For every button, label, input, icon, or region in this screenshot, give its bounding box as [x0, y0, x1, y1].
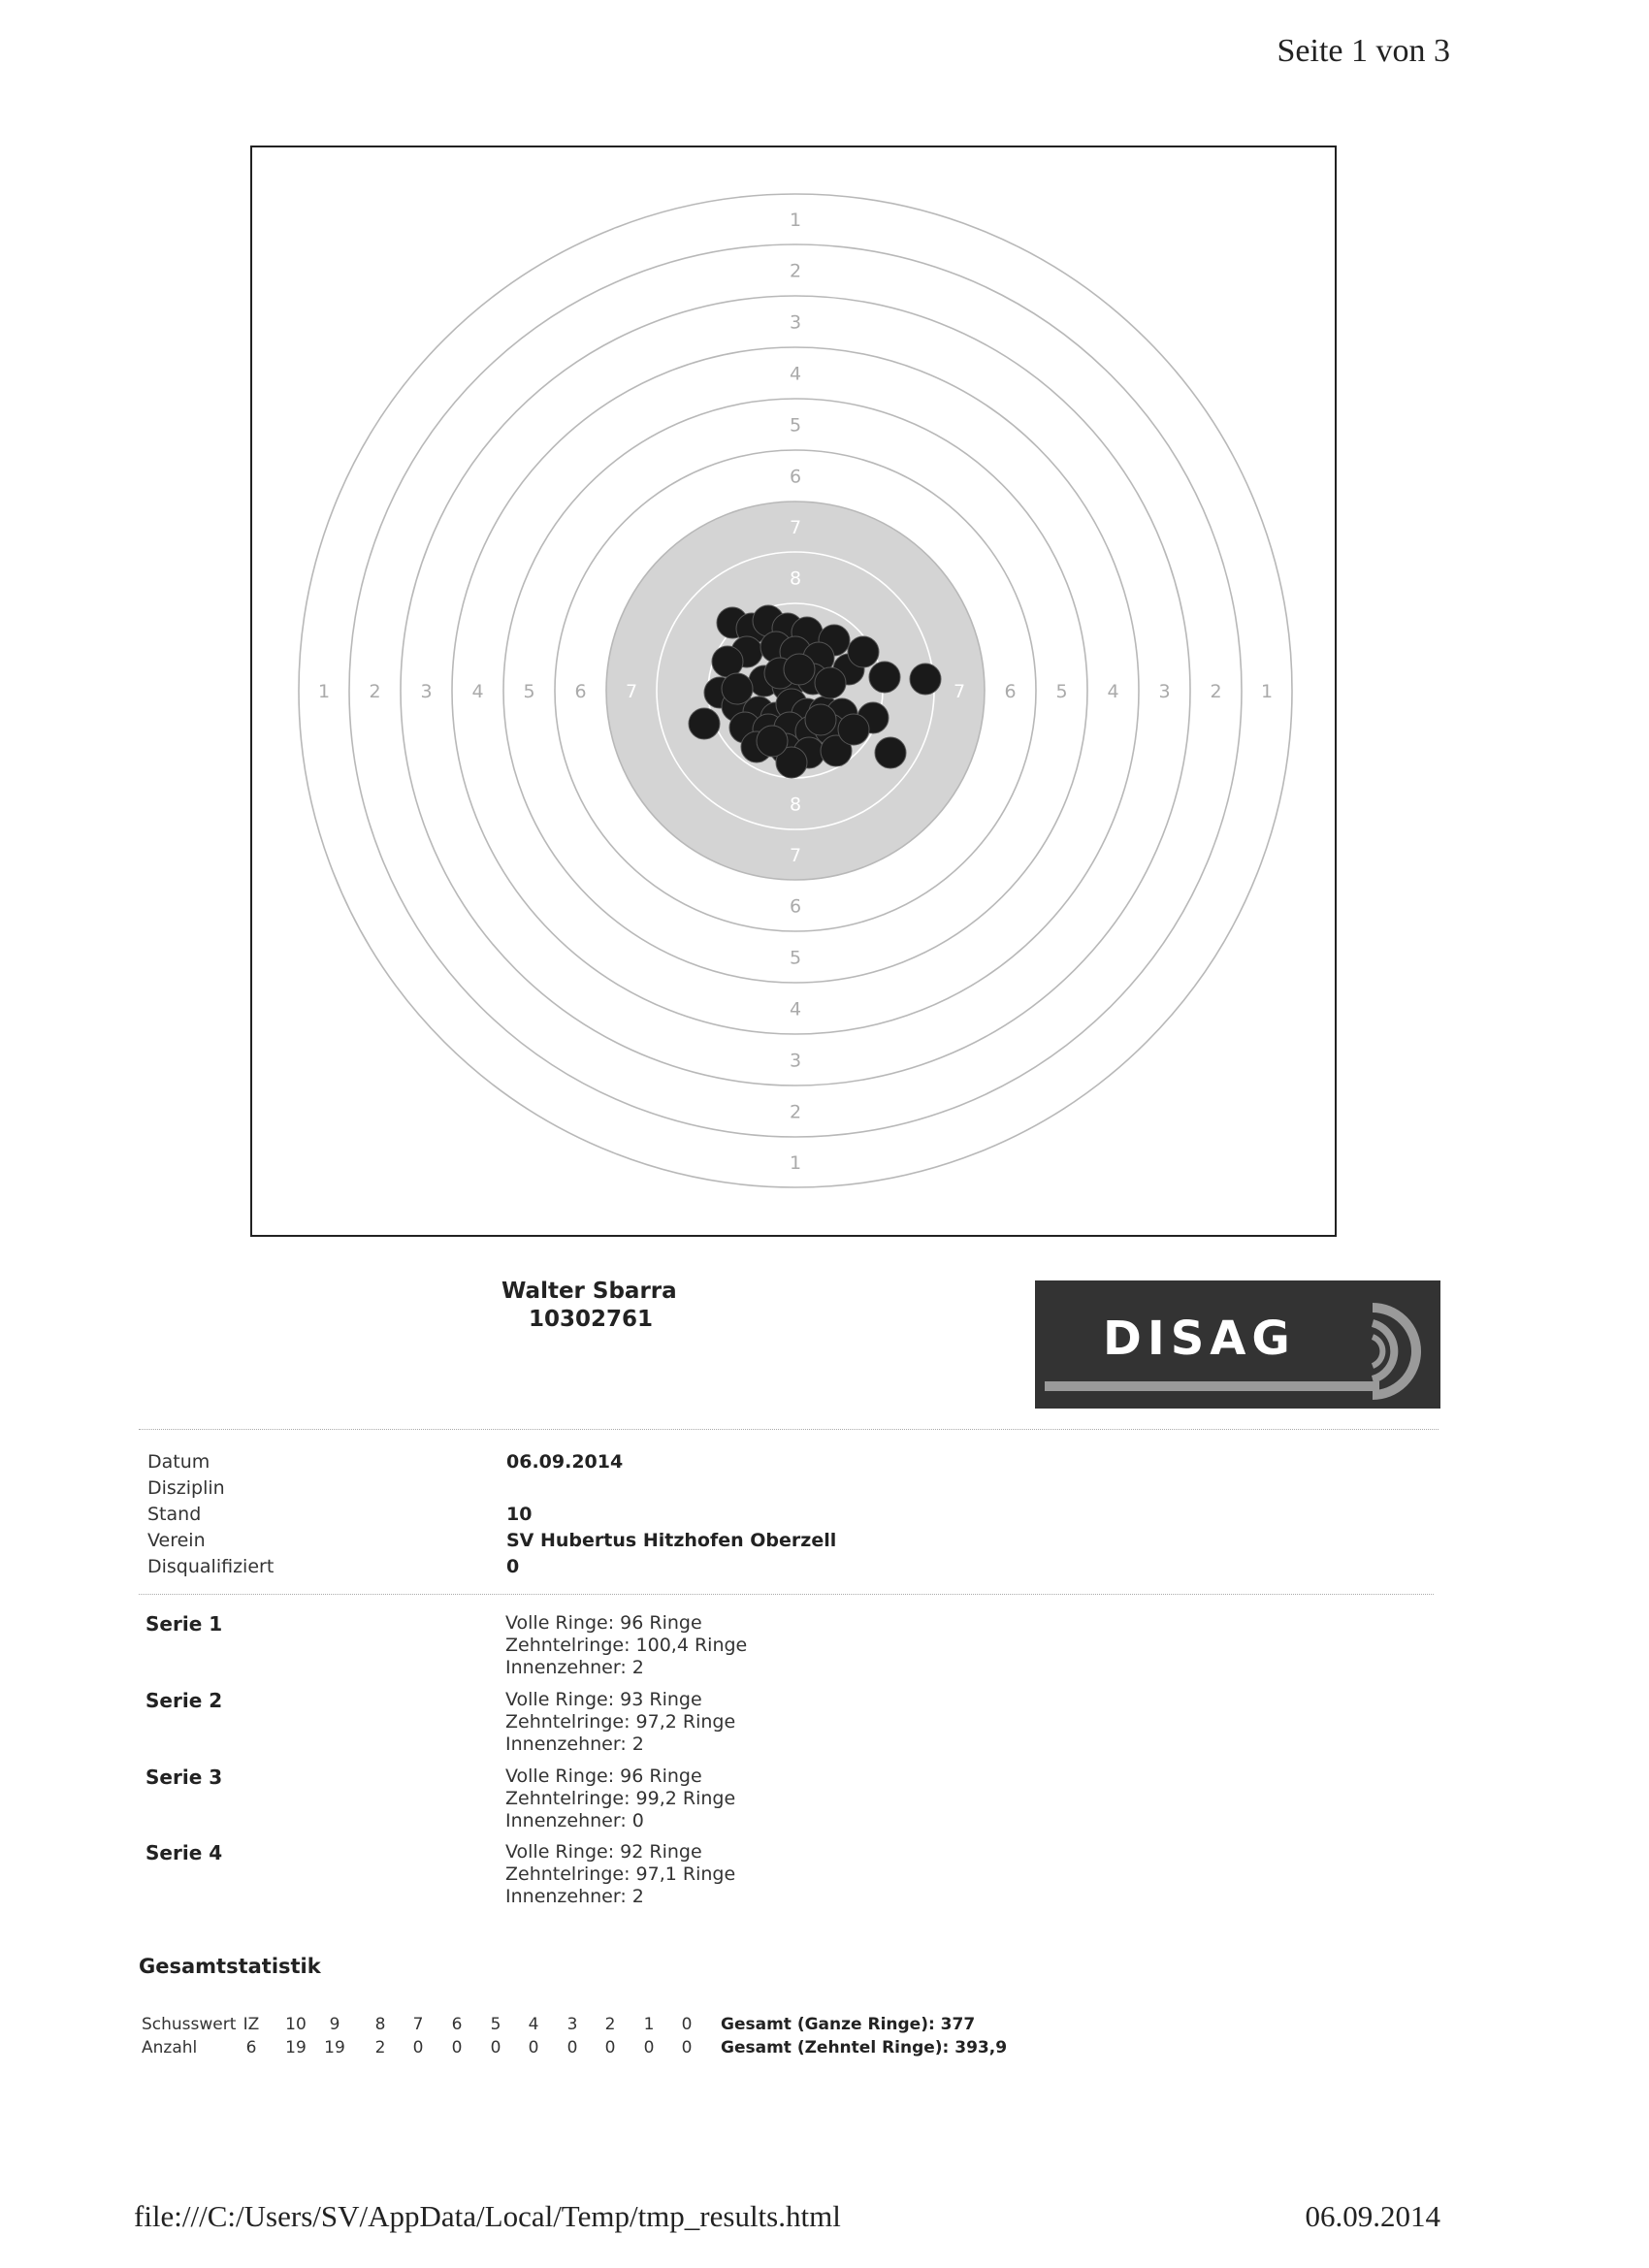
ring-label: 1 — [789, 1152, 802, 1174]
divider-mid — [139, 1594, 1434, 1595]
ring-label: 2 — [789, 1101, 802, 1123]
shot-hole — [805, 704, 836, 735]
ring-label: 2 — [789, 260, 802, 282]
stat-header-cell: 6 — [451, 2015, 463, 2034]
ring-label: 5 — [789, 947, 802, 969]
shot-hole — [712, 646, 743, 677]
ring-label: 7 — [953, 681, 966, 702]
shot-hole — [757, 726, 788, 757]
ring-label: 4 — [1107, 681, 1119, 702]
info-label-datum: Datum — [147, 1451, 210, 1473]
stat-count-cell: 0 — [681, 2038, 693, 2057]
stat-header-cell: 7 — [412, 2015, 424, 2034]
info-label-disqualifiziert: Disqualifiziert — [147, 1556, 275, 1577]
serie-zehntelringe: Zehntelringe: 100,4 Ringe — [505, 1635, 748, 1656]
serie-label: Serie 4 — [146, 1841, 223, 1864]
shot-hole — [875, 737, 906, 768]
info-value-verein: SV Hubertus Hitzhofen Oberzell — [506, 1530, 837, 1551]
ring-label: 3 — [789, 311, 802, 334]
shot-hole — [838, 714, 869, 745]
serie-details — [505, 1766, 735, 1832]
ring-label: 7 — [789, 845, 802, 866]
stat-header-cell: 1 — [643, 2015, 655, 2034]
serie-zehntelringe: Zehntelringe: 97,1 Ringe — [505, 1863, 736, 1885]
stat-header-cell: 5 — [490, 2015, 501, 2034]
stat-count-cell: 0 — [451, 2038, 463, 2057]
ring-label: 6 — [574, 681, 587, 702]
logo-text: DISAG — [1103, 1312, 1296, 1366]
ring-label: 7 — [625, 681, 638, 702]
serie-volle-ringe: Volle Ringe: 92 Ringe — [505, 1841, 702, 1863]
stat-header-cell: 10 — [285, 2015, 307, 2034]
stat-row-label-schusswert: Schusswert — [142, 2015, 237, 2034]
stat-count-cell: 2 — [374, 2038, 386, 2057]
page-number: Seite 1 von 3 — [1277, 33, 1450, 69]
shot-hole — [689, 708, 720, 739]
stat-header-cell: 0 — [681, 2015, 693, 2034]
stat-count-cell: 6 — [245, 2038, 257, 2057]
stat-count-cell: 19 — [324, 2038, 345, 2057]
stat-header-cell: 2 — [604, 2015, 616, 2034]
ring-label: 4 — [471, 681, 484, 702]
target-panel — [250, 146, 1337, 1237]
ring-label: 8 — [789, 794, 802, 816]
ring-label: 3 — [1158, 681, 1171, 702]
logo-underline — [1045, 1381, 1379, 1391]
ring-label: 7 — [789, 517, 802, 538]
serie-innenzehner: Innenzehner: 2 — [505, 1733, 644, 1755]
stat-header-cell: 3 — [566, 2015, 578, 2034]
serie-volle-ringe: Volle Ringe: 96 Ringe — [505, 1612, 702, 1634]
ring-label: 6 — [1004, 681, 1017, 702]
shot-hole — [869, 662, 900, 693]
stat-header-cell: IZ — [242, 2015, 260, 2034]
ring-label: 5 — [1055, 681, 1068, 702]
serie-details — [505, 1612, 747, 1679]
serie-zehntelringe: Zehntelringe: 99,2 Ringe — [505, 1788, 736, 1809]
serie-details — [505, 1689, 735, 1756]
stat-count-cell: 0 — [643, 2038, 655, 2057]
disag-logo — [1035, 1280, 1440, 1409]
info-value-stand: 10 — [506, 1504, 533, 1525]
total-full-rings: Gesamt (Ganze Ringe): 377 — [721, 2015, 976, 2034]
footer-file-path: file:///C:/Users/SV/AppData/Local/Temp/tmp_results.html — [134, 2199, 841, 2233]
serie-label: Serie 1 — [146, 1612, 223, 1636]
info-label-stand: Stand — [147, 1504, 202, 1525]
ring-label: 3 — [420, 681, 433, 702]
serie-volle-ringe: Volle Ringe: 93 Ringe — [505, 1689, 702, 1710]
ring-label: 1 — [317, 681, 331, 702]
stat-count-cell: 0 — [490, 2038, 501, 2057]
divider-top — [139, 1429, 1439, 1430]
shot-hole — [784, 654, 815, 685]
ring-label: 2 — [1210, 681, 1222, 702]
serie-label: Serie 2 — [146, 1689, 223, 1712]
shooter-id: 10302761 — [529, 1307, 654, 1332]
shooter-name: Walter Sbarra — [501, 1279, 677, 1304]
serie-volle-ringe: Volle Ringe: 96 Ringe — [505, 1766, 702, 1787]
stat-header-cell: 9 — [329, 2015, 340, 2034]
stat-header-cell: 8 — [374, 2015, 386, 2034]
shot-hole — [815, 667, 846, 698]
ring-label: 5 — [789, 414, 802, 437]
total-tenth-rings: Gesamt (Zehntel Ringe): 393,9 — [721, 2038, 1008, 2057]
serie-innenzehner: Innenzehner: 0 — [505, 1810, 644, 1831]
serie-details — [505, 1841, 735, 1908]
ring-label: 6 — [789, 895, 802, 918]
ring-label: 3 — [789, 1050, 802, 1072]
ring-label: 1 — [1260, 681, 1274, 702]
info-label-disziplin: Disziplin — [147, 1477, 225, 1499]
serie-zehntelringe: Zehntelringe: 97,2 Ringe — [505, 1711, 736, 1733]
shot-hole — [722, 673, 753, 704]
stat-count-cell: 0 — [412, 2038, 424, 2057]
shot-hole — [848, 636, 879, 667]
ring-label: 4 — [789, 998, 802, 1021]
stat-count-cell: 0 — [604, 2038, 616, 2057]
shot-hole — [910, 664, 941, 695]
serie-label: Serie 3 — [146, 1766, 223, 1789]
ring-label: 6 — [789, 466, 802, 488]
info-value-disqualifiziert: 0 — [506, 1556, 520, 1577]
stat-header-cell: 4 — [528, 2015, 539, 2034]
statistics-title: Gesamtstatistik — [139, 1955, 321, 1978]
ring-label: 8 — [789, 567, 802, 590]
stat-count-cell: 0 — [528, 2038, 539, 2057]
serie-innenzehner: Innenzehner: 2 — [505, 1886, 644, 1907]
stat-count-cell: 0 — [566, 2038, 578, 2057]
info-value-datum: 06.09.2014 — [506, 1451, 624, 1473]
ring-label: 5 — [523, 681, 535, 702]
stat-count-cell: 19 — [285, 2038, 307, 2057]
info-label-verein: Verein — [147, 1530, 206, 1551]
serie-innenzehner: Innenzehner: 2 — [505, 1657, 644, 1678]
ring-label: 2 — [369, 681, 381, 702]
target-diagram — [252, 147, 1335, 1235]
stat-row-label-anzahl: Anzahl — [142, 2038, 198, 2057]
footer-date: 06.09.2014 — [1305, 2199, 1440, 2233]
ring-label: 4 — [789, 363, 802, 385]
ring-label: 1 — [789, 210, 802, 231]
